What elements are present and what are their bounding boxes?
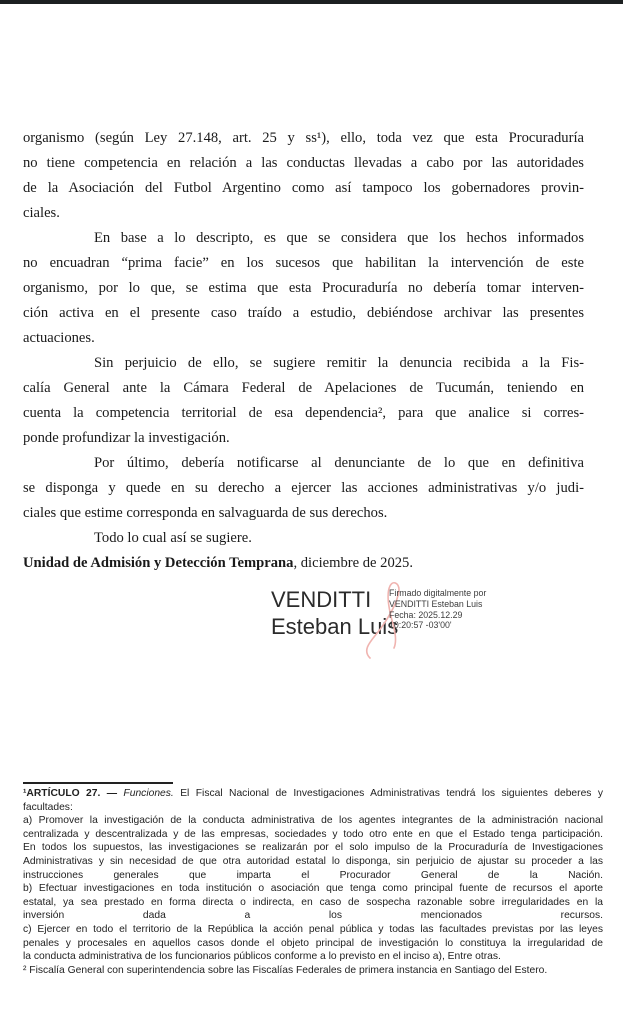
signature-detail-line: Fecha: 2025.12.29 [389,609,463,620]
body-line: se disponga y quede en su derecho a ejercer las acciones administrativas y/o judi- [23,480,584,496]
footnote-line: facultades: [23,801,73,813]
body-line: Por último, debería notificarse al denunciante de lo que en definitiva [94,455,584,471]
footnote-line: Administrativas y sin necesidad de que otra autoridad estatal lo disponga, sin perjuicio de ajustar su proceder a las [23,855,603,867]
body-line: cuenta la competencia territorial de esa dependencia², para que analice si corres- [23,405,584,421]
closing-line [23,551,584,576]
footnote-line: la conducta administrativa de los funcionarios públicos conforme a lo previsto en el inciso a), Entre otras. [23,951,501,963]
body-line: ción activa en el presente caso traído a estudio, debiéndose archivar las presentes [23,305,584,321]
body-line: ciales que estime corresponda en salvaguarda de sus derechos. [23,505,388,521]
signatory-name-line2: Esteban Luis [271,614,399,639]
footnote-line: estatal, ya sea prestado en forma directa o indirecta, en caso de sospecha razonable sobre irregularidades en la [23,896,603,908]
footnote-line: a) Promover la investigación de la conducta administrativa de los agentes integrantes de la administración nacional [23,815,603,827]
footnote-line: instrucciones generales que imparta el Procurador General de la Nación. [23,869,603,881]
signatory-name-line1: VENDITTI [271,587,372,612]
closing-unit-name: Unidad de Admisión y Detección Temprana [23,555,294,571]
digital-signature[interactable] [255,578,525,663]
footnote-article-label: ¹ARTÍCULO 27. — [23,788,124,799]
signature-details [389,588,514,631]
footnote-line: penales y procesales en aquellos casos donde el objeto principal de investigación lo constituya la irregularidad de [23,937,603,949]
body-line: no encuadran “prima facie” en los sucesos que habilitan la intervención de este [23,255,584,271]
footnote-line: b) Efectuar investigaciones en toda institución o asociación que tenga como principal fuente de recursos el aporte [23,883,603,895]
footnote-line [23,787,603,801]
signature-detail-line: VENDITTI Esteban Luis [389,598,483,609]
footnote-text: El Fiscal Nacional de Investigaciones Administrativas tendrá los siguientes deberes y [180,788,603,799]
signature-detail-line: Firmado digitalmente por [389,588,487,598]
footnote-separator [23,782,173,784]
footnote-line: ² Fiscalía General con superintendencia sobre las Fiscalías Federales de primera instancia en Santiago del Estero. [23,964,548,976]
body-line: En base a lo descripto, es que se considera que los hechos informados [94,230,584,246]
body-line: calía General ante la Cámara Federal de Apelaciones de Tucumán, teniendo en [23,380,584,396]
body-line: actuaciones. [23,330,95,346]
body-line: Todo lo cual así se sugiere. [94,530,252,546]
body-line: no tiene competencia en relación a las conductas llevadas a cabo por las autoridades [23,155,584,171]
body-line: de la Asociación del Futbol Argentino como así tampoco los gobernadores provin- [23,180,584,196]
body-line: organismo (según Ley 27.148, art. 25 y ss¹), ello, toda vez que esta Procuraduría [23,130,584,146]
footnote-line: inversión dada a los mencionados recursos. [23,910,603,922]
closing-date: , diciembre de 2025. [293,555,413,571]
body-line: organismo, por lo que, se estima que esta Procuraduría no debería tomar interven- [23,280,584,296]
document-body [23,126,584,576]
footnotes [23,787,603,977]
body-line: ciales. [23,205,60,221]
footnote-line: En todos los supuestos, las investigaciones se realizarán por el solo impulso de la Procuraduría de Investigaciones [23,842,603,854]
footnote-line: centralizada y descentralizada y de las empresas, sociedades y todo otro ente en que el Estado tenga participación. [23,828,603,840]
signature-detail-line: 10:20:57 -03'00' [389,620,452,631]
body-line: Sin perjuicio de ello, se sugiere remitir la denuncia recibida a la Fis- [94,355,584,371]
top-bar [0,0,623,4]
footnote-line: c) Ejercer en todo el territorio de la República la acción penal pública y todas las facultades previstas por las leyes [23,923,603,935]
body-line: ponde profundizar la investigación. [23,430,230,446]
footnote-article-title: Funciones. [123,788,181,799]
